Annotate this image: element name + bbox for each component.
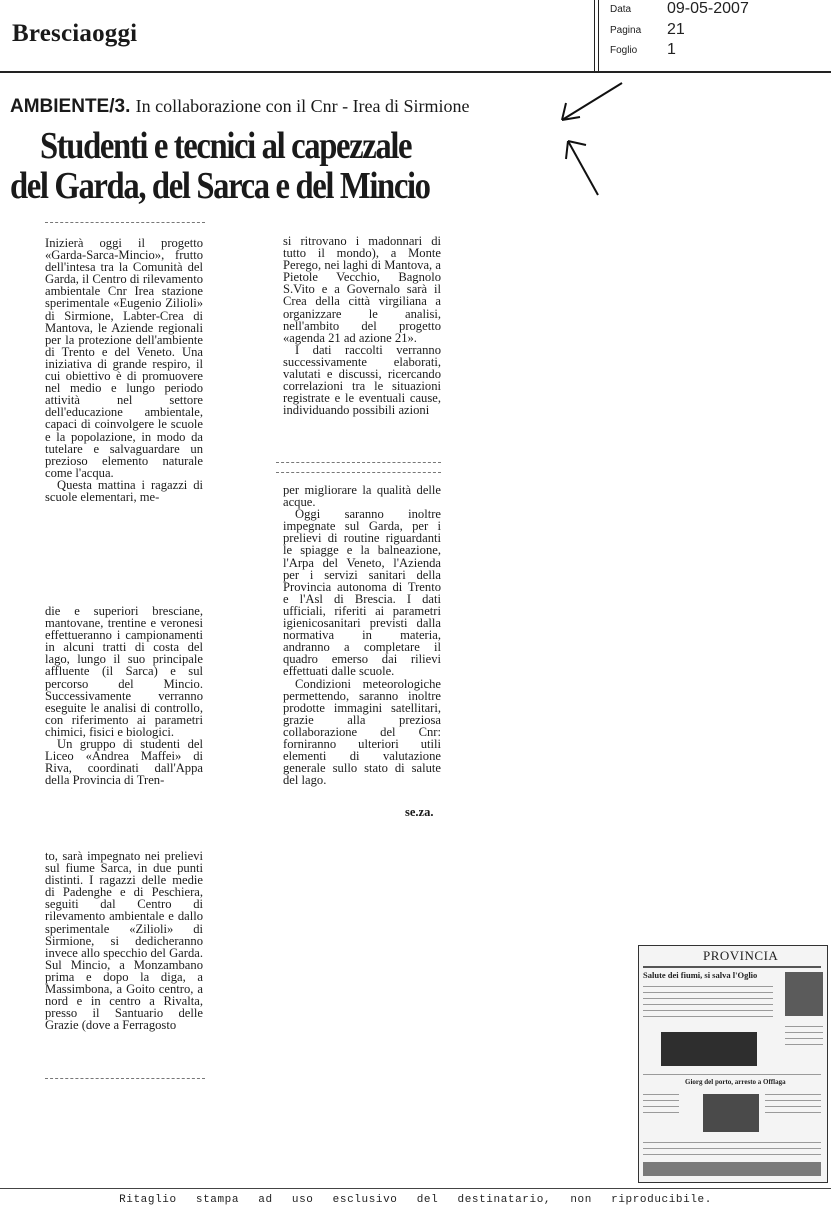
thumbnail-text-line (643, 986, 773, 987)
thumbnail-text-line (765, 1106, 821, 1107)
thumbnail-text-line (765, 1094, 821, 1095)
footer-rule (0, 1188, 831, 1189)
thumbnail-text-line (785, 1038, 823, 1039)
thumbnail-photo (703, 1094, 759, 1132)
thumbnail-text-line (643, 1142, 821, 1143)
column-1b (45, 605, 203, 786)
thumbnail-text-line (765, 1112, 821, 1113)
column-1c (45, 850, 203, 1031)
thumbnail-text-line (643, 1074, 821, 1075)
meta-label-page: Pagina (610, 25, 642, 36)
thumbnail-text-line (643, 1106, 679, 1107)
thumbnail-masthead: PROVINCIA (703, 948, 779, 963)
paragraph: Questa mattina i ragazzi di scuole elementari, me- (45, 477, 203, 504)
header-divider-2 (598, 0, 599, 72)
column-2b (283, 484, 441, 786)
kicker-tag: AMBIENTE/3. (10, 96, 131, 117)
paragraph: Inizierà oggi il progetto «Garda-Sarca-Mincio», frutto dell'intesa tra la Comunità del Garda, il Centro di rilevamento ambientale Cnr Irea stazione sperimentale «Eugenio Zilioli» di Sirmione, Labter-Crea di Mantova, le Aziende regionali per la protezione dell'ambiente di Trento e del Veneto. Una iniziativa di grande respiro, il cui obiettivo è di promuovere nel medio e lungo periodo attività nel settore dell'educazione ambientale, capaci di coinvolgere le scuole e la popolazione, in modo da tutelare e salvaguardare un prezioso elemento naturale come l'acqua. (45, 236, 203, 480)
thumbnail-photo (785, 972, 823, 1016)
paragraph: Oggi saranno inoltre impegnate sul Garda, per i prelievi di routine riguardanti le spiagge e la balneazione, l'Arpa del Veneto, l'Azienda per i servizi sanitari della Provincia autonoma di Trento e l'Asl di Brescia. I dati ufficiali, riferiti ai parametri igienicosanitari previsti dalla normativa in materia, andranno a completare il quadro emerso dai rilievi effettuati dalle scuole. (283, 507, 441, 679)
thumbnail-rule (643, 966, 821, 968)
kicker-text: In collaborazione con il Cnr - Irea di Sirmione (135, 96, 470, 116)
page-thumbnail (638, 945, 828, 1183)
column-rule (45, 1078, 205, 1080)
header-divider-1 (594, 0, 595, 72)
meta-value-sheet: 1 (667, 41, 676, 58)
meta-value-date: 09-05-2007 (667, 0, 749, 17)
handwritten-arrows-icon (550, 75, 630, 205)
thumbnail-text-line (785, 1032, 823, 1033)
paragraph: Un gruppo di studenti del Liceo «Andrea Maffei» di Riva, coordinati dall'Appa della Provincia di Tren- (45, 737, 203, 788)
thumbnail-sub-headline: Giorg del porto, arresto a Offlaga (685, 1078, 786, 1086)
thumbnail-text-line (785, 1044, 823, 1045)
column-rule (276, 462, 441, 464)
thumbnail-photo (661, 1032, 757, 1066)
thumbnail-text-line (643, 1154, 821, 1155)
thumbnail-text-line (643, 992, 773, 993)
thumbnail-headline: Salute dei fiumi, si salva l'Oglio (643, 970, 758, 980)
thumbnail-text-line (643, 1100, 679, 1101)
paragraph: I dati raccolti verranno successivamente elaborati, valutati e discussi, ricercando correlazioni tra le situazioni registrate e le eventuali cause, individuando possibili azioni (283, 342, 441, 418)
meta-label-date: Data (610, 4, 632, 15)
paragraph: per migliorare la qualità delle acque. (283, 483, 441, 510)
thumbnail-text-line (643, 1016, 773, 1017)
meta-value-page: 21 (667, 21, 685, 38)
publication-name: Bresciaoggi (12, 20, 138, 47)
column-rule (45, 222, 205, 224)
paragraph: Condizioni meteorologiche permettendo, saranno inoltre prodotte immagini satellitari, grazie alla preziosa collaborazione del Cnr: forniranno ulteriori utili elementi di valutazione generale sullo stato di salute del lago. (283, 676, 441, 788)
article-kicker (10, 96, 470, 118)
thumbnail-text-line (785, 1026, 823, 1027)
column-2a (283, 235, 441, 416)
thumbnail-ad-strip (643, 1162, 821, 1176)
thumbnail-text-line (765, 1100, 821, 1101)
thumbnail-text-line (643, 1148, 821, 1149)
paragraph: si ritrovano i madonnari di tutto il mondo), a Monte Perego, nei laghi di Mantova, a Pietole Vecchio, Bagnolo S.Vito e a Governalo sarà il Crea della città virgiliana a organizzare le analisi, nell'ambito del progetto «agenda 21 ad azione 21». (283, 234, 441, 345)
author-signature: se.za. (405, 805, 434, 819)
paragraph: to, sarà impegnato nei prelievi sul fiume Sarca, in due punti distinti. I ragazzi delle medie di Padenghe e di Peschiera, seguiti dal Centro di rilevamento ambientale e dallo sperimentale «Zilioli» di Sirmione, si dedicheranno invece allo specchio del Garda. Sul Mincio, a Monzambano prima e dopo la diga, a Massimbona, a Goito centro, a nord e in centro a Rivalta, presso il Santuario delle Grazie (dove a Ferragosto (45, 849, 203, 1033)
headline-line-1: Studenti e tecnici al capezzale (40, 125, 412, 167)
thumbnail-text-line (643, 998, 773, 999)
header-bottom-rule (0, 71, 831, 73)
meta-label-sheet: Foglio (610, 45, 638, 56)
footer-disclaimer: Ritaglio stampa ad uso esclusivo del destinatario, non riproducibile. (119, 1194, 712, 1206)
thumbnail-text-line (643, 1112, 679, 1113)
column-rule (276, 472, 441, 474)
headline-line-2: del Garda, del Sarca e del Mincio (10, 165, 430, 207)
column-1a (45, 237, 203, 503)
thumbnail-text-line (643, 1004, 773, 1005)
paragraph: die e superiori bresciane, mantovane, trentine e veronesi effettueranno i campionamenti in alcuni tratti di costa del lago, lungo il suo principale affluente (il Sarca) e sul percorso del Mincio. Successivamente verranno eseguite le analisi di controllo, con riferimento ai parametri chimici, fisici e biologici. (45, 604, 203, 739)
thumbnail-text-line (643, 1094, 679, 1095)
thumbnail-text-line (643, 1010, 773, 1011)
